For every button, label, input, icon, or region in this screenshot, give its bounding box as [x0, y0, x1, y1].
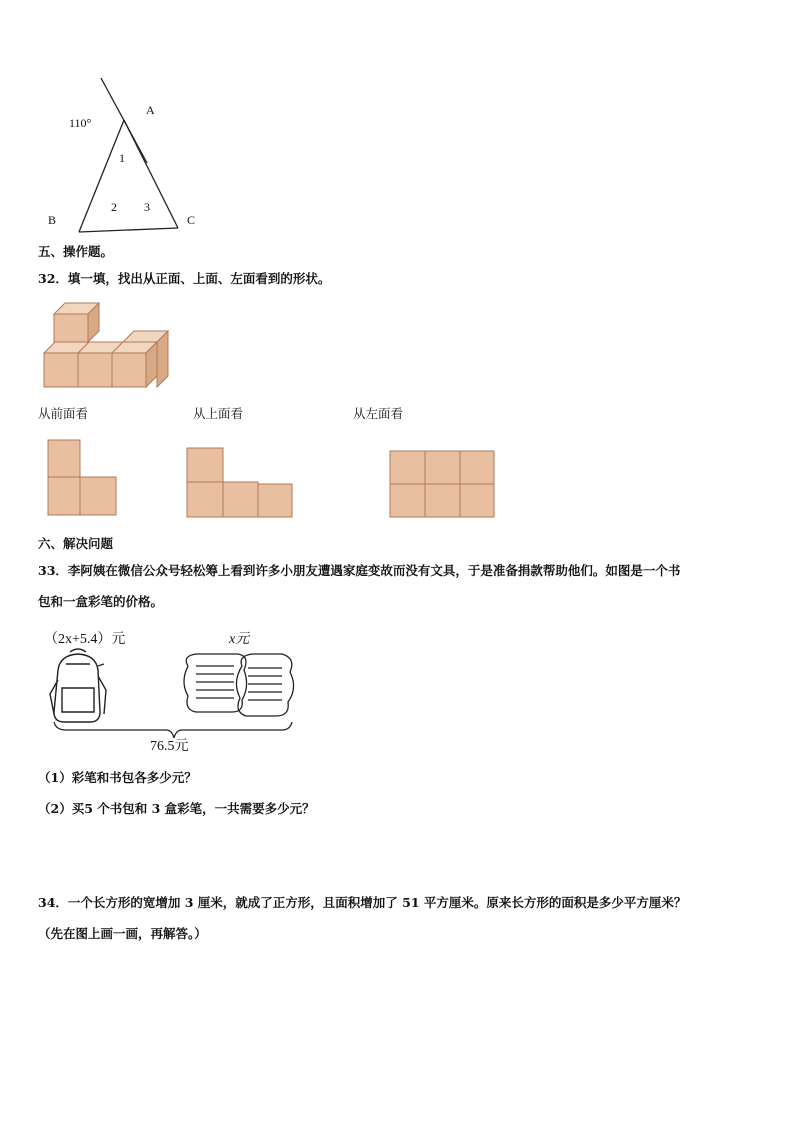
backpack-icon	[50, 649, 106, 722]
vertex-c-label: C	[187, 213, 196, 227]
vertex-a-label: A	[146, 103, 155, 117]
section-6-heading: 六、解决问题	[38, 536, 114, 551]
q34-line1: 34．一个长方形的宽增加 3 厘米，就成了正方形，且面积增加了 51 平方厘米。原来长方形的面积是多少平方厘米？	[38, 895, 687, 910]
backpack-price-label: （2x+5.4）元	[44, 632, 126, 647]
angle-110-label: 110°	[69, 116, 92, 130]
q33-line2: 包和一盒彩笔的价格。	[38, 594, 164, 609]
colored-pens-icon	[184, 654, 294, 716]
view-top-label: 从上面看	[193, 406, 244, 421]
q34-line2: （先在图上画一画，再解答。）	[38, 926, 207, 941]
section-5-heading: 五、操作题。	[38, 244, 114, 259]
q33-line1: 33．李阿姨在微信公众号轻松筹上看到许多小朋友遭遇家庭变故而没有文具，于是准备捐款帮助他们。如图是一个书	[38, 563, 681, 578]
view-left-label: 从左面看	[353, 406, 404, 421]
q32-text: 32．填一填，找出从正面、上面、左面看到的形状。	[38, 271, 331, 286]
angle-2-label: 2	[111, 200, 117, 214]
q33-sub1: （1）彩笔和书包各多少元？	[38, 770, 197, 785]
view-front-label: 从前面看	[38, 406, 89, 421]
pen-price-label: x元	[229, 632, 250, 647]
q33-sub2: （2）买5 个书包和 3 盒彩笔，一共需要多少元？	[38, 801, 315, 816]
angle-1-label: 1	[119, 151, 125, 165]
angle-3-label: 3	[144, 200, 150, 214]
total-price-label: 76.5元	[150, 739, 189, 754]
vertex-b-label: B	[48, 213, 57, 227]
